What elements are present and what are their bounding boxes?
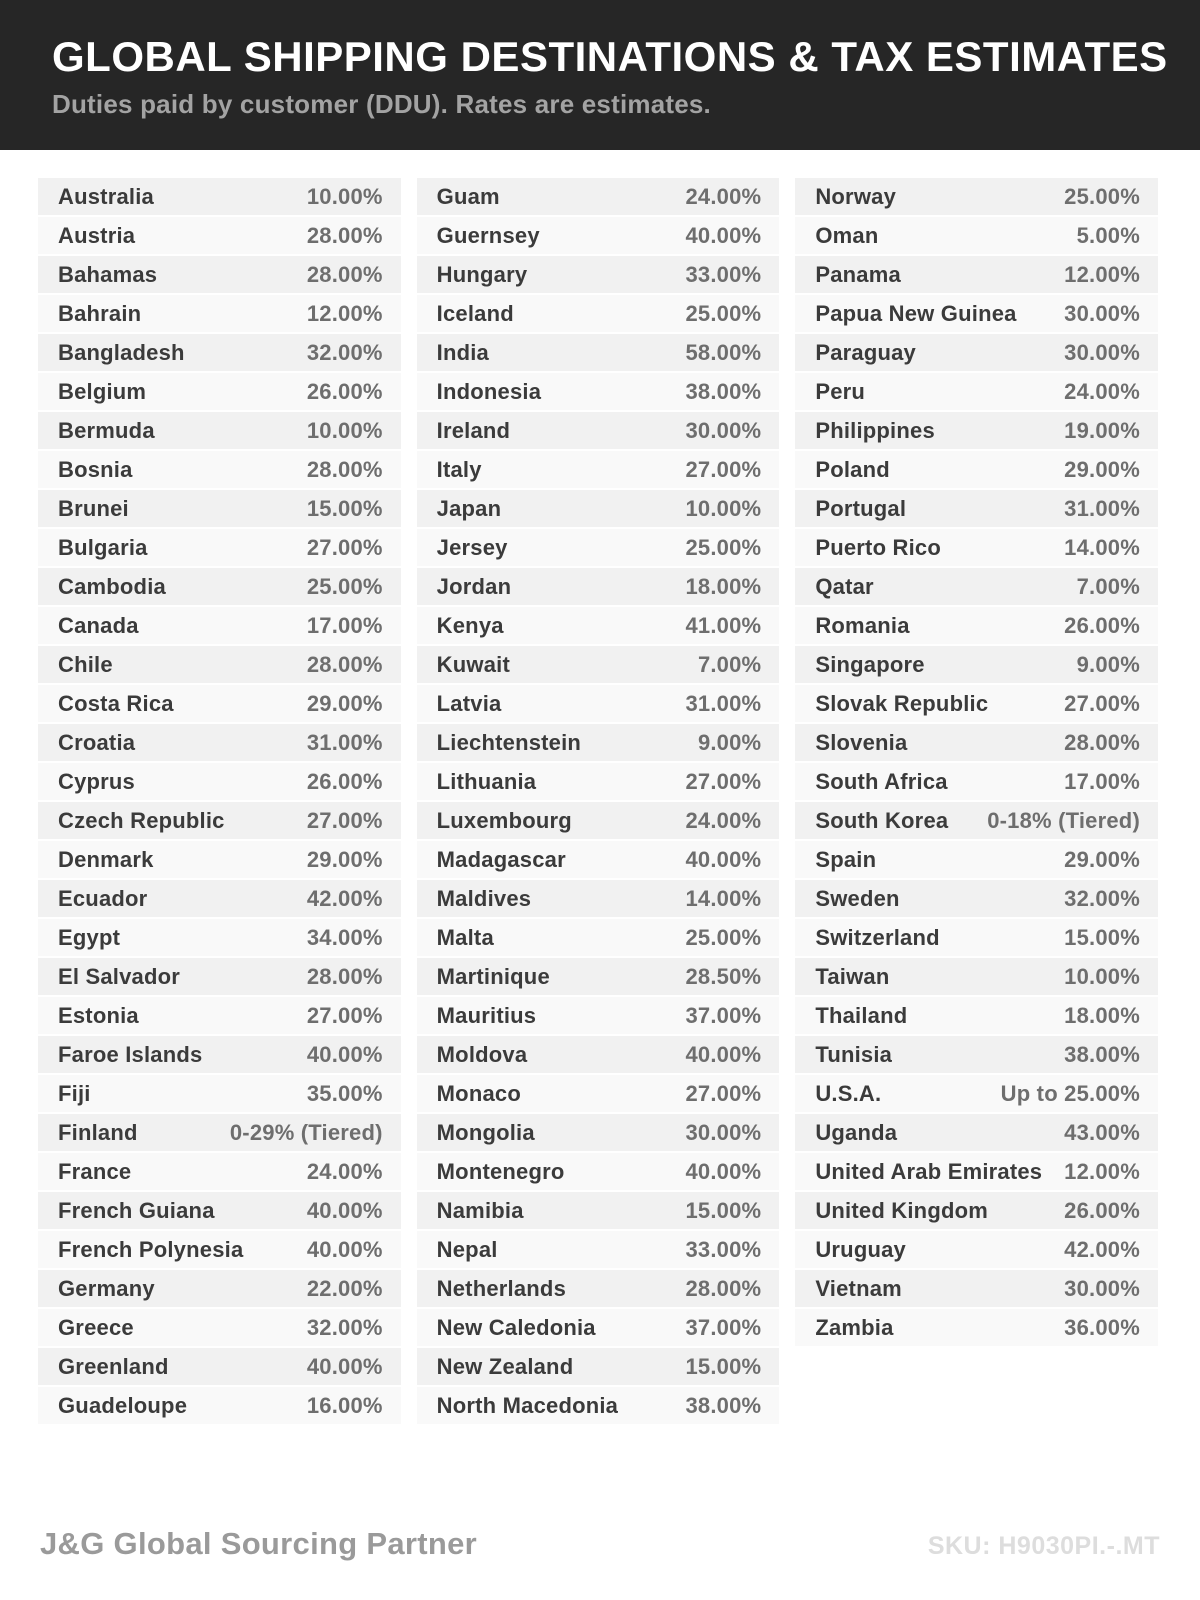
country-name: Martinique — [436, 963, 550, 989]
table-row — [38, 958, 401, 995]
tax-rate: 30.00% — [1064, 300, 1140, 326]
tax-rate: 14.00% — [1064, 534, 1140, 560]
country-name: Latvia — [436, 690, 502, 716]
country-name: Finland — [58, 1119, 138, 1145]
tax-rate: 40.00% — [306, 1041, 383, 1067]
country-name: France — [58, 1158, 132, 1184]
tax-rate: 31.00% — [685, 690, 762, 716]
country-name: Bulgaria — [58, 534, 148, 560]
tax-rate: 34.00% — [306, 924, 383, 950]
country-name: Estonia — [58, 1002, 139, 1028]
table-row — [795, 217, 1158, 254]
tax-rate: 10.00% — [306, 183, 383, 209]
table-row — [795, 1036, 1158, 1073]
country-name: United Kingdom — [815, 1197, 988, 1223]
tax-rate: 28.00% — [306, 222, 383, 248]
table-column-1 — [38, 178, 401, 1426]
tax-rate: 40.00% — [685, 222, 762, 248]
country-name: Liechtenstein — [436, 729, 582, 755]
country-name: Czech Republic — [58, 807, 225, 833]
table-row — [38, 1153, 401, 1190]
tax-rate: 12.00% — [1064, 261, 1140, 287]
tax-rate: 32.00% — [306, 1314, 383, 1340]
table-row — [795, 256, 1158, 293]
country-name: Uganda — [815, 1119, 898, 1145]
country-name: French Guiana — [58, 1197, 215, 1223]
table-row — [417, 763, 780, 800]
tax-rate: 42.00% — [306, 885, 383, 911]
country-name: Paraguay — [815, 339, 916, 365]
country-name: Switzerland — [815, 924, 940, 950]
tax-rate: 30.00% — [1064, 339, 1140, 365]
table-row — [417, 1309, 780, 1346]
tax-rate: 25.00% — [685, 924, 762, 950]
page-title: GLOBAL SHIPPING DESTINATIONS & TAX ESTIMATES — [52, 33, 1168, 80]
table-row — [417, 490, 780, 527]
table-row — [795, 685, 1158, 722]
table-row — [417, 217, 780, 254]
table-row — [417, 1348, 780, 1385]
country-name: Montenegro — [436, 1158, 565, 1184]
country-name: Egypt — [58, 924, 121, 950]
table-row — [417, 1075, 780, 1112]
table-row — [38, 1231, 401, 1268]
table-row — [38, 568, 401, 605]
table-row — [795, 1309, 1158, 1346]
country-name: Faroe Islands — [58, 1041, 203, 1067]
table-row — [417, 334, 780, 371]
table-row — [417, 919, 780, 956]
tax-rate: 29.00% — [1064, 846, 1140, 872]
table-row — [38, 1114, 401, 1151]
table-row — [795, 568, 1158, 605]
country-name: Chile — [58, 651, 113, 677]
table-row — [795, 763, 1158, 800]
tax-rate: 42.00% — [1064, 1236, 1140, 1262]
table-column-2 — [417, 178, 780, 1426]
country-name: Germany — [58, 1275, 155, 1301]
tax-rate: 12.00% — [1064, 1158, 1140, 1184]
tax-rate: 26.00% — [1064, 612, 1140, 638]
country-name: Peru — [815, 378, 866, 404]
table-row — [38, 763, 401, 800]
table-row — [795, 295, 1158, 332]
country-name: Indonesia — [436, 378, 542, 404]
table-row — [38, 724, 401, 761]
tax-rate: 10.00% — [306, 417, 383, 443]
tax-rate: 19.00% — [1064, 417, 1140, 443]
tax-rate: 27.00% — [685, 768, 762, 794]
country-name: Vietnam — [815, 1275, 902, 1301]
brand-name: J&G Global Sourcing Partner — [40, 1526, 478, 1561]
table-row — [38, 1309, 401, 1346]
tax-rate: 10.00% — [685, 495, 762, 521]
country-name: Norway — [815, 183, 896, 209]
country-name: Fiji — [58, 1080, 91, 1106]
table-row — [38, 334, 401, 371]
country-name: Netherlands — [436, 1275, 567, 1301]
country-name: Romania — [815, 612, 910, 638]
country-name: Slovenia — [815, 729, 908, 755]
country-name: Croatia — [58, 729, 136, 755]
country-name: New Caledonia — [436, 1314, 596, 1340]
table-row — [38, 841, 401, 878]
tax-rate: 40.00% — [306, 1197, 383, 1223]
table-row — [417, 1153, 780, 1190]
country-name: India — [436, 339, 489, 365]
country-name: Canada — [58, 612, 139, 638]
tax-rate: 41.00% — [685, 612, 762, 638]
country-name: Philippines — [815, 417, 935, 443]
tax-rate-table — [0, 150, 1200, 1426]
country-name: United Arab Emirates — [815, 1158, 1043, 1184]
table-row — [38, 1387, 401, 1424]
tax-rate: 9.00% — [697, 729, 762, 755]
tax-rate: 27.00% — [306, 534, 383, 560]
table-row — [795, 451, 1158, 488]
table-row — [795, 1114, 1158, 1151]
table-row — [417, 802, 780, 839]
tax-rate: 38.00% — [1064, 1041, 1140, 1067]
country-name: Bahrain — [58, 300, 142, 326]
country-name: North Macedonia — [436, 1392, 619, 1418]
country-name: Tunisia — [815, 1041, 893, 1067]
table-row — [795, 529, 1158, 566]
table-row — [38, 1192, 401, 1229]
table-row — [795, 919, 1158, 956]
table-row — [417, 1231, 780, 1268]
country-name: Sweden — [815, 885, 900, 911]
tax-rate: 28.00% — [685, 1275, 762, 1301]
country-name: Australia — [58, 183, 154, 209]
tax-rate: 24.00% — [685, 183, 762, 209]
table-row — [38, 412, 401, 449]
tax-rate: 37.00% — [685, 1002, 762, 1028]
country-name: Belgium — [58, 378, 147, 404]
country-name: Lithuania — [436, 768, 537, 794]
tax-rate: 28.00% — [1064, 729, 1140, 755]
country-name: Guam — [436, 183, 500, 209]
tax-rate: 16.00% — [306, 1392, 383, 1418]
tax-rate: 40.00% — [306, 1353, 383, 1379]
country-name: Costa Rica — [58, 690, 174, 716]
country-name: Brunei — [58, 495, 129, 521]
country-name: Kuwait — [436, 651, 510, 677]
tax-rate: 0-18% (Tiered) — [987, 807, 1140, 833]
country-name: Singapore — [815, 651, 925, 677]
country-name: Puerto Rico — [815, 534, 941, 560]
tax-rate: 31.00% — [306, 729, 383, 755]
table-row — [38, 646, 401, 683]
tax-rate: 35.00% — [306, 1080, 383, 1106]
table-row — [795, 1270, 1158, 1307]
table-row — [38, 373, 401, 410]
table-row — [795, 841, 1158, 878]
tax-rate: 38.00% — [685, 1392, 762, 1418]
tax-rate: 25.00% — [685, 534, 762, 560]
tax-rate: 27.00% — [685, 456, 762, 482]
country-name: Panama — [815, 261, 901, 287]
tax-rate: 27.00% — [685, 1080, 762, 1106]
table-row — [38, 997, 401, 1034]
table-row — [417, 451, 780, 488]
country-name: Thailand — [815, 1002, 908, 1028]
country-name: New Zealand — [436, 1353, 574, 1379]
country-name: Iceland — [436, 300, 514, 326]
country-name: Slovak Republic — [815, 690, 989, 716]
tax-rate: 26.00% — [1064, 1197, 1140, 1223]
country-name: Italy — [436, 456, 482, 482]
country-name: Cyprus — [58, 768, 135, 794]
country-name: Mauritius — [436, 1002, 537, 1028]
country-name: Ireland — [436, 417, 511, 443]
tax-rate: 28.00% — [306, 261, 383, 287]
tax-rate: 18.00% — [685, 573, 762, 599]
table-row — [38, 529, 401, 566]
country-name: Jersey — [436, 534, 508, 560]
country-name: Oman — [815, 222, 879, 248]
tax-rate: 25.00% — [1064, 183, 1140, 209]
tax-rate: 24.00% — [1064, 378, 1140, 404]
country-name: Malta — [436, 924, 494, 950]
tax-rate: 28.50% — [685, 963, 762, 989]
country-name: Mongolia — [436, 1119, 535, 1145]
tax-rate: 12.00% — [306, 300, 383, 326]
table-row — [38, 217, 401, 254]
table-row — [38, 685, 401, 722]
table-row — [417, 1036, 780, 1073]
table-row — [417, 1387, 780, 1424]
country-name: Uruguay — [815, 1236, 906, 1262]
tax-rate: 14.00% — [685, 885, 762, 911]
tax-rate: 15.00% — [1064, 924, 1140, 950]
table-row — [417, 880, 780, 917]
tax-rate: 18.00% — [1064, 1002, 1140, 1028]
tax-rate: 24.00% — [306, 1158, 383, 1184]
country-name: Nepal — [436, 1236, 498, 1262]
country-name: Papua New Guinea — [815, 300, 1017, 326]
table-row — [38, 1270, 401, 1307]
country-name: Ecuador — [58, 885, 148, 911]
country-name: Austria — [58, 222, 136, 248]
table-row — [38, 1036, 401, 1073]
country-name: Poland — [815, 456, 890, 482]
country-name: Kenya — [436, 612, 504, 638]
table-row — [417, 607, 780, 644]
country-name: El Salvador — [58, 963, 181, 989]
country-name: South Africa — [815, 768, 948, 794]
country-name: Bangladesh — [58, 339, 185, 365]
tax-rate: 40.00% — [685, 1158, 762, 1184]
table-row — [795, 997, 1158, 1034]
table-row — [38, 802, 401, 839]
table-row — [417, 646, 780, 683]
table-row — [38, 1348, 401, 1385]
table-row — [417, 529, 780, 566]
tax-rate: 17.00% — [306, 612, 383, 638]
tax-rate: Up to 25.00% — [1000, 1080, 1140, 1106]
table-row — [417, 841, 780, 878]
sku-label: SKU: H9030PI.-.MT — [927, 1532, 1160, 1560]
table-row — [795, 802, 1158, 839]
tax-rate: 40.00% — [685, 846, 762, 872]
table-row — [795, 373, 1158, 410]
country-name: Bahamas — [58, 261, 158, 287]
table-row — [417, 178, 780, 215]
table-row — [795, 1075, 1158, 1112]
tax-rate: 30.00% — [685, 1119, 762, 1145]
table-row — [417, 1192, 780, 1229]
tax-rate: 25.00% — [685, 300, 762, 326]
country-name: Spain — [815, 846, 877, 872]
table-column-3 — [795, 178, 1158, 1426]
table-row — [795, 490, 1158, 527]
tax-rate: 9.00% — [1076, 651, 1140, 677]
country-name: Luxembourg — [436, 807, 572, 833]
country-name: Madagascar — [436, 846, 566, 872]
tax-rate: 37.00% — [685, 1314, 762, 1340]
tax-rate: 38.00% — [685, 378, 762, 404]
header-banner — [0, 0, 1200, 150]
tax-rate: 25.00% — [306, 573, 383, 599]
country-name: Taiwan — [815, 963, 890, 989]
table-row — [417, 724, 780, 761]
tax-rate: 15.00% — [685, 1353, 762, 1379]
table-row — [38, 919, 401, 956]
tax-rate: 5.00% — [1076, 222, 1140, 248]
tax-rate: 15.00% — [685, 1197, 762, 1223]
table-row — [795, 178, 1158, 215]
table-row — [417, 568, 780, 605]
tax-rate: 30.00% — [685, 417, 762, 443]
country-name: Guernsey — [436, 222, 540, 248]
table-row — [38, 178, 401, 215]
table-row — [417, 412, 780, 449]
tax-rate: 17.00% — [1064, 768, 1140, 794]
tax-rate: 33.00% — [685, 261, 762, 287]
page-subtitle: Duties paid by customer (DDU). Rates are estimates. — [52, 89, 711, 120]
table-row — [795, 724, 1158, 761]
country-name: French Polynesia — [58, 1236, 244, 1262]
tax-rate: 27.00% — [1064, 690, 1140, 716]
country-name: South Korea — [815, 807, 949, 833]
country-name: Bermuda — [58, 417, 155, 443]
country-name: Hungary — [436, 261, 528, 287]
country-name: Guadeloupe — [58, 1392, 188, 1418]
tax-rate: 43.00% — [1064, 1119, 1140, 1145]
table-row — [38, 1075, 401, 1112]
table-row — [417, 295, 780, 332]
tax-rate: 28.00% — [306, 963, 383, 989]
table-row — [38, 607, 401, 644]
table-row — [795, 1192, 1158, 1229]
country-name: Greenland — [58, 1353, 169, 1379]
tax-rate: 24.00% — [685, 807, 762, 833]
tax-rate: 40.00% — [685, 1041, 762, 1067]
table-row — [417, 373, 780, 410]
tax-rate: 22.00% — [306, 1275, 383, 1301]
tax-rate: 40.00% — [306, 1236, 383, 1262]
tax-rate: 27.00% — [306, 807, 383, 833]
tax-rate: 58.00% — [685, 339, 762, 365]
table-row — [38, 490, 401, 527]
table-row — [38, 295, 401, 332]
tax-rate: 7.00% — [1076, 573, 1140, 599]
table-row — [795, 1231, 1158, 1268]
table-row — [795, 646, 1158, 683]
tax-rate: 10.00% — [1064, 963, 1140, 989]
country-name: Greece — [58, 1314, 134, 1340]
country-name: Portugal — [815, 495, 907, 521]
country-name: Jordan — [436, 573, 512, 599]
table-row — [38, 880, 401, 917]
table-row — [795, 958, 1158, 995]
tax-rate: 33.00% — [685, 1236, 762, 1262]
table-row — [417, 256, 780, 293]
country-name: Moldova — [436, 1041, 528, 1067]
country-name: Zambia — [815, 1314, 894, 1340]
tax-rate: 36.00% — [1064, 1314, 1140, 1340]
footer — [0, 1526, 1200, 1562]
country-name: Japan — [436, 495, 502, 521]
tax-rate: 29.00% — [306, 846, 383, 872]
table-row — [795, 334, 1158, 371]
table-row — [417, 958, 780, 995]
country-name: Namibia — [436, 1197, 524, 1223]
table-row — [417, 1270, 780, 1307]
table-row — [417, 685, 780, 722]
tax-rate: 29.00% — [306, 690, 383, 716]
country-name: Cambodia — [58, 573, 166, 599]
tax-rate: 27.00% — [306, 1002, 383, 1028]
table-row — [417, 1114, 780, 1151]
tax-rate: 28.00% — [306, 651, 383, 677]
country-name: Denmark — [58, 846, 154, 872]
country-name: U.S.A. — [815, 1080, 882, 1106]
country-name: Monaco — [436, 1080, 521, 1106]
table-row — [795, 1153, 1158, 1190]
tax-rate: 0-29% (Tiered) — [229, 1119, 383, 1145]
tax-rate: 28.00% — [306, 456, 383, 482]
tax-rate: 15.00% — [306, 495, 383, 521]
tax-rate: 32.00% — [1064, 885, 1140, 911]
tax-rate: 7.00% — [697, 651, 762, 677]
country-name: Maldives — [436, 885, 532, 911]
tax-rate: 26.00% — [306, 378, 383, 404]
table-row — [795, 607, 1158, 644]
tax-rate: 31.00% — [1064, 495, 1140, 521]
country-name: Bosnia — [58, 456, 133, 482]
table-row — [38, 451, 401, 488]
table-row — [38, 256, 401, 293]
country-name: Qatar — [815, 573, 874, 599]
tax-rate: 32.00% — [306, 339, 383, 365]
tax-rate: 29.00% — [1064, 456, 1140, 482]
tax-rate: 26.00% — [306, 768, 383, 794]
table-row — [795, 880, 1158, 917]
table-row — [795, 412, 1158, 449]
table-row — [417, 997, 780, 1034]
tax-rate: 30.00% — [1064, 1275, 1140, 1301]
